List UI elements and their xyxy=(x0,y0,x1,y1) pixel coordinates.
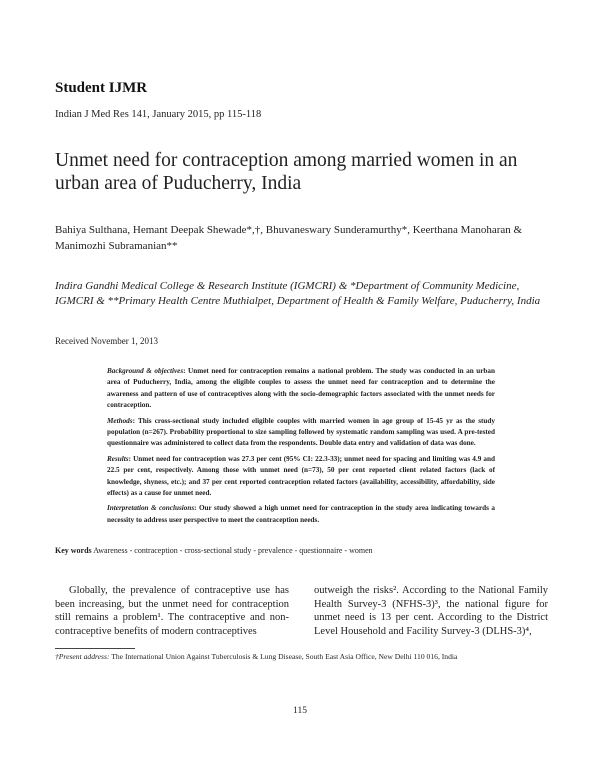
abstract-interpretation-label: Interpretation & conclusions xyxy=(107,504,195,513)
abstract-results-label: Results xyxy=(107,454,129,463)
abstract-interpretation xyxy=(107,503,495,526)
author-list: Bahiya Sulthana, Hemant Deepak Shewade*,†, Bhuvaneswary Sunderamurthy*, Keerthana Manoharan & Manimozhi Subramanian** xyxy=(55,224,523,252)
abstract-background xyxy=(107,366,495,412)
keywords xyxy=(55,546,555,555)
section-label: Student IJMR xyxy=(55,80,148,96)
footnote-label: †Present address: xyxy=(55,652,110,661)
page-number: 115 xyxy=(293,706,307,716)
abstract-results-text: : Unmet need for contraception was 27.3 per cent (95% CI: 22.3-33); unmet need for spacing and limiting was 4.9 and 22.5 per cent, respectively. Among those with unmet need (n=73), 50 per cent reported client related factors (lack of knowledge, shyness, etc.); and 37 per cent reported contraception related factors (availability, accessibility, affordability, side effects) as a cause for unmet need. xyxy=(107,454,495,498)
abstract xyxy=(107,366,495,530)
affiliations: Indira Gandhi Medical College & Research Institute (IGMCRI) & *Department of Community Medicine, IGMCRI & **Primary Health Centre Muthialpet, Department of Health & Family Welfare, Puducherry, India xyxy=(55,280,541,307)
abstract-methods xyxy=(107,416,495,450)
keywords-text: Awareness - contraception - cross-sectional study - prevalence - questionnaire - women xyxy=(93,546,373,555)
abstract-results xyxy=(107,454,495,500)
footnote xyxy=(55,652,555,661)
received-date: Received November 1, 2013 xyxy=(55,336,158,346)
footnote-divider xyxy=(55,648,135,649)
keywords-label: Key words xyxy=(55,546,92,555)
article-title: Unmet need for contraception among married women in an urban area of Puducherry, India xyxy=(55,150,518,194)
abstract-interpretation-text: : Our study showed a high unmet need for contraception in the study area indicating towards a necessity to address user perspective to meet the contraception needs. xyxy=(107,504,495,524)
body-column-left: Globally, the prevalence of contraceptive use has been increasing, but the unmet need for contraception still remains a problem¹. The contraceptive and non-contraceptive benefits of modern contraceptives xyxy=(55,585,289,637)
abstract-background-text: : Unmet need for contraception remains a national problem. The study was conducted in an urban area of Puducherry, India, among the eligible couples to assess the unmet need for contraception and to determine the awareness and pattern of use of contraceptives along with the socio-demographic factors associated with the unmet needs for contraception. xyxy=(107,367,495,410)
footnote-text: The International Union Against Tuberculosis & Lung Disease, South East Asia Office, New Delhi 110 016, India xyxy=(109,652,458,661)
body-column-right: outweigh the risks². According to the National Family Health Survey-3 (NFHS-3)³, the national figure for unmet need is 13 per cent. According to the District Level Household and Facility Survey-3 (DLHS-3)⁴, xyxy=(314,585,548,637)
abstract-methods-text: : This cross-sectional study included eligible couples with married women in age group of 15-45 yr as the study population (n=267). Probability proportional to size sampling followed by systematic random sampling was used. A pre-tested questionnaire was administered to collect data from the respondents. Double data entry and validation of data was done. xyxy=(107,416,495,448)
journal-citation: Indian J Med Res 141, January 2015, pp 115-118 xyxy=(55,109,262,120)
abstract-background-label: Background & objectives xyxy=(107,367,184,375)
abstract-methods-label: Methods xyxy=(107,416,133,425)
